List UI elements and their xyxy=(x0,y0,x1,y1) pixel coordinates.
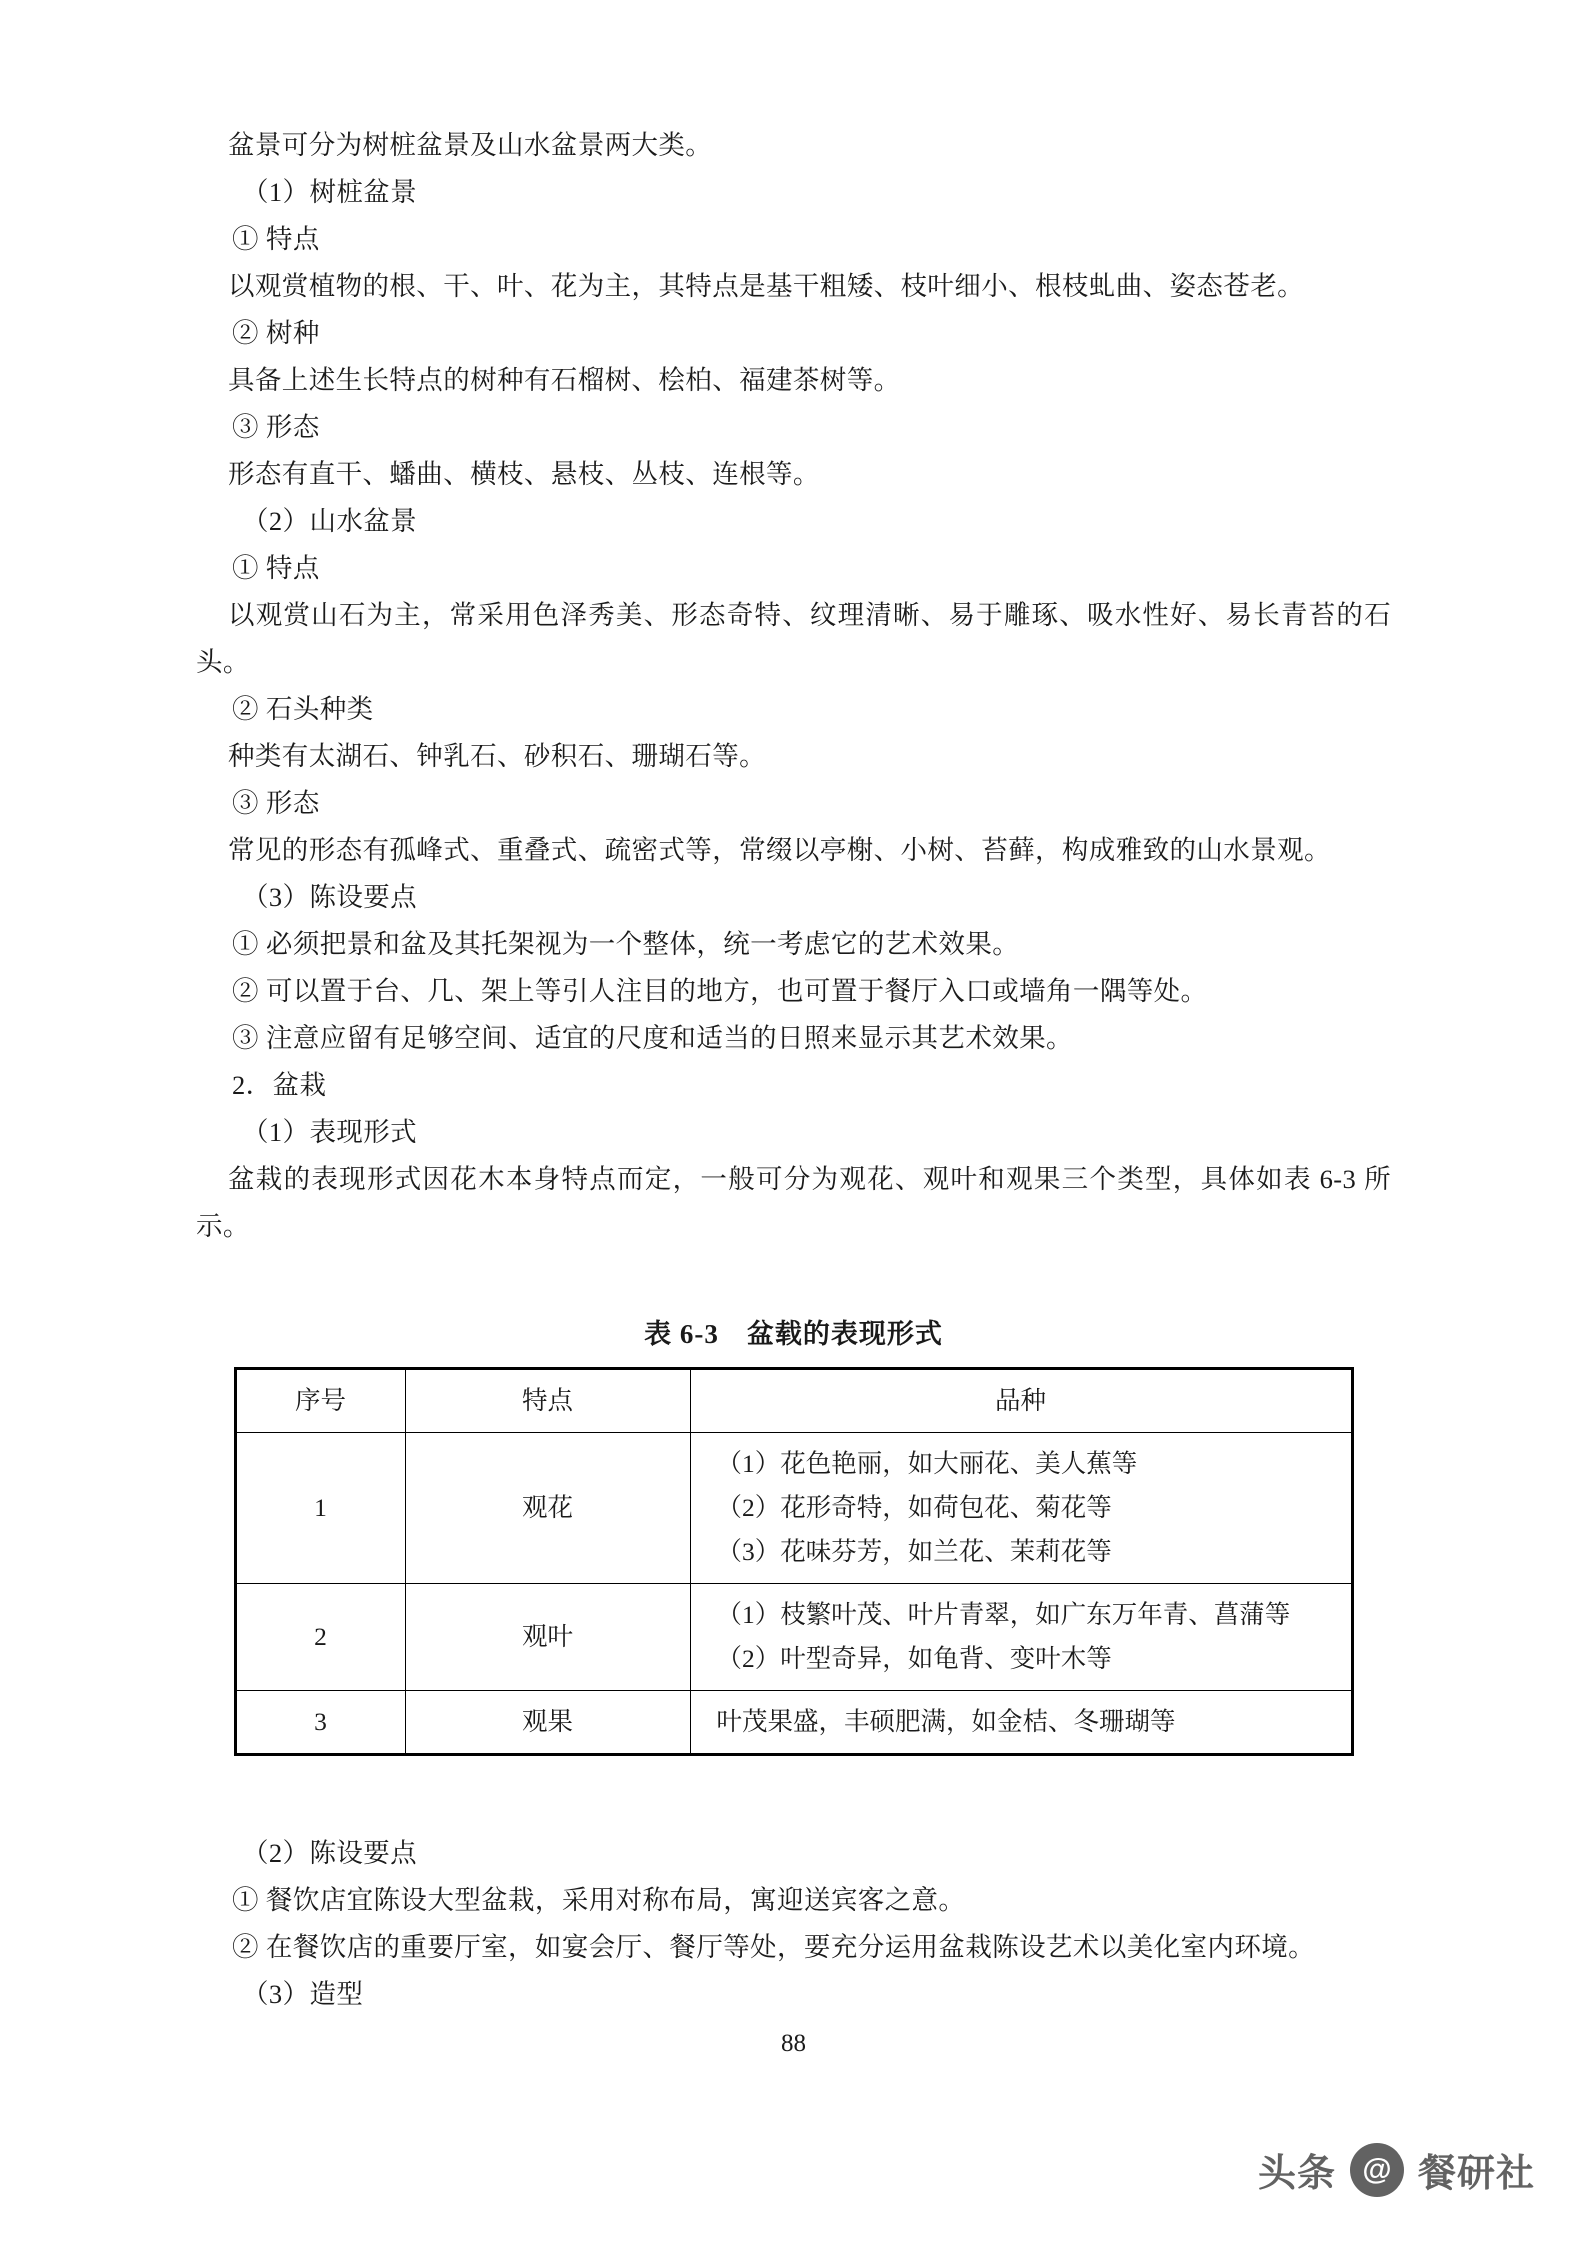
table-cell-line: （1）枝繁叶茂、叶片青翠，如广东万年青、菖蒲等 xyxy=(716,1600,1291,1629)
paragraph: ① 特点 xyxy=(232,224,320,254)
table-cell-no: 1 xyxy=(235,1433,405,1584)
paragraph: （2）陈设要点 xyxy=(242,1838,418,1868)
table-header-no: 序号 xyxy=(235,1369,405,1433)
table-cell-line: （2）叶型奇异，如龟背、变叶木等 xyxy=(716,1644,1112,1673)
paragraph: ③ 形态 xyxy=(232,788,320,818)
paragraph: ② 石头种类 xyxy=(232,694,374,724)
paragraph: ① 特点 xyxy=(232,553,320,583)
watermark-account-label: 餐研社 xyxy=(1417,2153,1535,2195)
table-cell-no: 2 xyxy=(235,1584,405,1691)
paragraph: ③ 注意应留有足够空间、适宜的尺度和适当的日照来显示其艺术效果。 xyxy=(232,1023,1073,1053)
table-cell-line: 叶茂果盛，丰硕肥满，如金桔、冬珊瑚等 xyxy=(716,1707,1176,1736)
paragraph: （2）山水盆景 xyxy=(242,506,418,536)
watermark xyxy=(1258,2142,1535,2197)
paragraph: ① 必须把景和盆及其托架视为一个整体，统一考虑它的艺术效果。 xyxy=(232,929,1020,959)
table-cell-kind xyxy=(690,1433,1352,1584)
table-header-feature: 特点 xyxy=(405,1369,690,1433)
table-cell-line: （1）花色艳丽，如大丽花、美人蕉等 xyxy=(716,1449,1138,1478)
paragraph: ② 可以置于台、几、架上等引人注目的地方，也可置于餐厅入口或墙角一隅等处。 xyxy=(232,976,1208,1006)
paragraph: ② 树种 xyxy=(232,318,320,348)
table-header-row xyxy=(235,1369,1352,1433)
page-content xyxy=(196,122,1391,2018)
table-header-kind: 品种 xyxy=(690,1369,1352,1433)
table-row xyxy=(235,1691,1352,1755)
paragraph: 2．盆栽 xyxy=(232,1070,327,1100)
paragraph: ③ 形态 xyxy=(232,412,320,442)
paragraph: ① 餐饮店宜陈设大型盆栽，采用对称布局，寓迎送宾客之意。 xyxy=(232,1885,966,1915)
paragraph: （1）表现形式 xyxy=(242,1117,418,1147)
paragraph: 形态有直干、蟠曲、横枝、悬枝、丛枝、连根等。 xyxy=(228,459,820,489)
table-cell-feature: 观果 xyxy=(405,1691,690,1755)
table-row xyxy=(235,1584,1352,1691)
table-cell-no: 3 xyxy=(235,1691,405,1755)
watermark-source-label: 头条 xyxy=(1257,2153,1336,2195)
paragraph: （1）树桩盆景 xyxy=(242,177,418,207)
paragraph: 具备上述生长特点的树种有石榴树、桧柏、福建茶树等。 xyxy=(228,365,901,395)
table-cell-line: （3）花味芬芳，如兰花、茉莉花等 xyxy=(716,1537,1112,1566)
paragraph: 常见的形态有孤峰式、重叠式、疏密式等，常缀以亭榭、小树、苔藓，构成雅致的山水景观。 xyxy=(228,835,1331,865)
paragraph: 盆景可分为树桩盆景及山水盆景两大类。 xyxy=(228,130,713,160)
table-cell-kind xyxy=(690,1584,1352,1691)
table-head xyxy=(235,1369,1352,1433)
paragraph: ② 在餐饮店的重要厅室，如宴会厅、餐厅等处，要充分运用盆栽陈设艺术以美化室内环境。 xyxy=(232,1932,1316,1962)
page-number: 88 xyxy=(781,2030,806,2057)
table-cell-feature: 观叶 xyxy=(405,1584,690,1691)
table-row xyxy=(235,1433,1352,1584)
body-paragraphs-after-table xyxy=(196,1830,1391,2018)
paragraph: 以观赏山石为主，常采用色泽秀美、形态奇特、纹理清晰、易于雕琢、吸水性好、易长青苔的石头。 xyxy=(196,600,1391,677)
paragraph: （3）造型 xyxy=(242,1979,364,2009)
table-cell-kind xyxy=(690,1691,1352,1755)
body-paragraphs-before-table xyxy=(196,122,1391,1250)
watermark-avatar-icon: @ xyxy=(1350,2143,1404,2197)
paragraph: 以观赏植物的根、干、叶、花为主，其特点是基干粗矮、枝叶细小、根枝虬曲、姿态苍老。 xyxy=(228,271,1304,301)
table-cell-feature: 观花 xyxy=(405,1433,690,1584)
table-caption: 表 6-3 盆载的表现形式 xyxy=(644,1319,943,1349)
expression-forms-table xyxy=(234,1367,1354,1756)
table-body xyxy=(235,1433,1352,1755)
paragraph: （3）陈设要点 xyxy=(242,882,418,912)
table-cell-line: （2）花形奇特，如荷包花、菊花等 xyxy=(716,1493,1112,1522)
paragraph: 盆栽的表现形式因花木本身特点而定，一般可分为观花、观叶和观果三个类型，具体如表 6-3 所示。 xyxy=(196,1164,1391,1241)
paragraph: 种类有太湖石、钟乳石、砂积石、珊瑚石等。 xyxy=(228,741,766,771)
